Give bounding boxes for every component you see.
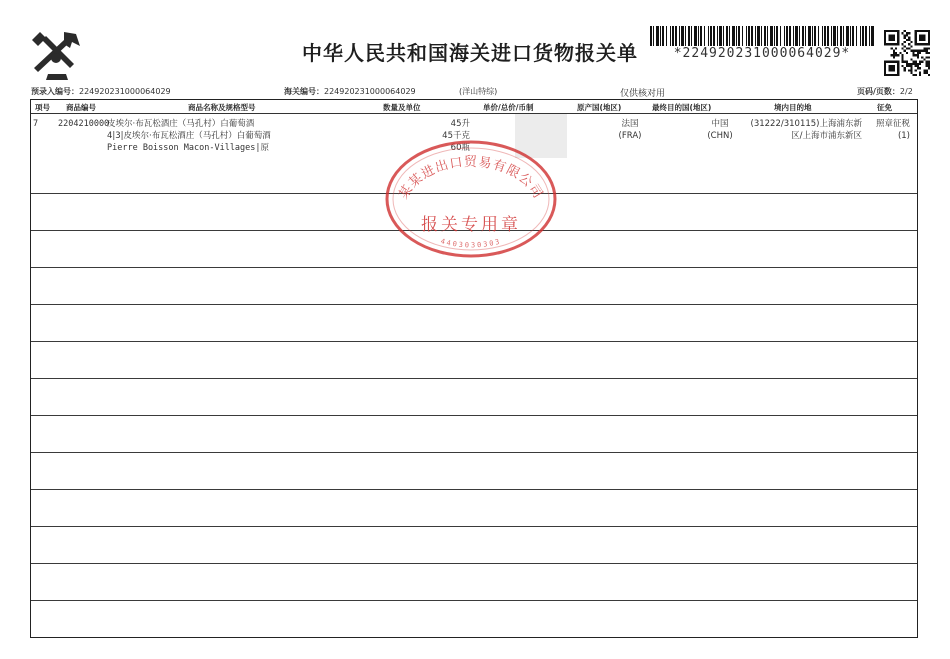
page-label: 页码/页数： xyxy=(857,87,900,96)
item-qty-bottles: 60瓶 xyxy=(450,143,470,153)
svg-text:某某进出口贸易有限公司 xyxy=(396,155,545,202)
pre-entry-value: 224920231000064029 xyxy=(79,87,171,96)
item-qty-kg: 45千克 xyxy=(442,131,470,141)
col-seq: 项号 xyxy=(35,103,50,112)
col-domestic: 境内目的地 xyxy=(774,103,812,112)
item-qty-litre: 45升 xyxy=(450,119,470,129)
customs-number-value: 224920231000064029 xyxy=(324,87,416,96)
row-divider-11 xyxy=(31,563,917,564)
seal-ring xyxy=(382,138,560,260)
port-name: (洋山特综) xyxy=(459,87,498,96)
barcode xyxy=(650,24,874,68)
pre-entry-label: 预录入编号： xyxy=(31,87,79,96)
item-destination-code: (CHN) xyxy=(707,131,733,141)
page-value: 2/2 xyxy=(899,87,913,96)
item-name-line-3: Pierre Boisson Macon-Villages|原 xyxy=(107,143,270,153)
item-seq: 7 xyxy=(33,119,39,129)
seal-number: 4403030303 xyxy=(439,237,503,250)
qr-code-icon xyxy=(884,30,930,76)
col-levy: 征免 xyxy=(877,103,892,112)
item-origin-code: (FRA) xyxy=(618,131,642,141)
customs-declaration-seal xyxy=(382,138,560,260)
row-divider-4 xyxy=(31,304,917,305)
customs-emblem-icon xyxy=(26,28,84,82)
col-price: 单价/总价/币制 xyxy=(483,103,534,112)
row-divider-5 xyxy=(31,341,917,342)
seal-title: 报关专用章 xyxy=(421,215,521,235)
page-indicator xyxy=(857,86,913,97)
row-divider-6 xyxy=(31,378,917,379)
col-code: 商品编号 xyxy=(66,103,96,112)
col-quantity: 数量及单位 xyxy=(383,103,421,112)
item-origin: 法国 xyxy=(621,119,639,129)
item-levy: 照章征税 xyxy=(875,119,910,129)
item-name-line-1: 皮埃尔·布瓦松酒庄（马孔村）白葡萄酒 xyxy=(107,119,255,129)
seal-company-name: 某某进出口贸易有限公司 xyxy=(396,155,546,202)
item-domestic-line-2: 区/上海市浦东新区 xyxy=(791,131,862,141)
item-levy-code: (1) xyxy=(897,131,910,141)
row-divider-7 xyxy=(31,415,917,416)
row-divider-12 xyxy=(31,600,917,601)
barcode-icon xyxy=(650,26,874,46)
barcode-number: *224920231000064029* xyxy=(673,46,851,61)
customs-number-label: 海关编号： xyxy=(284,87,324,96)
customs-number xyxy=(284,86,416,97)
row-divider-8 xyxy=(31,452,917,453)
row-divider-9 xyxy=(31,489,917,490)
item-name-line-2: 4|3|皮埃尔·布瓦松酒庄（马孔村）白葡萄酒 xyxy=(107,131,271,141)
pre-entry-number xyxy=(31,86,171,97)
row-divider-3 xyxy=(31,267,917,268)
col-destination: 最终目的国(地区) xyxy=(652,103,712,112)
col-origin: 原产国(地区) xyxy=(577,103,622,112)
item-domestic-line-1: (31222/310115)上海浦东新 xyxy=(750,119,862,129)
row-divider-10 xyxy=(31,526,917,527)
verification-notice: 仅供核对用 xyxy=(620,89,666,99)
col-name: 商品名称及规格型号 xyxy=(188,103,256,112)
item-destination: 中国 xyxy=(711,119,729,129)
table-header xyxy=(31,100,917,114)
item-code: 2204210000 xyxy=(58,119,110,129)
document-title: 中华人民共和国海关进口货物报关单 xyxy=(302,41,638,65)
